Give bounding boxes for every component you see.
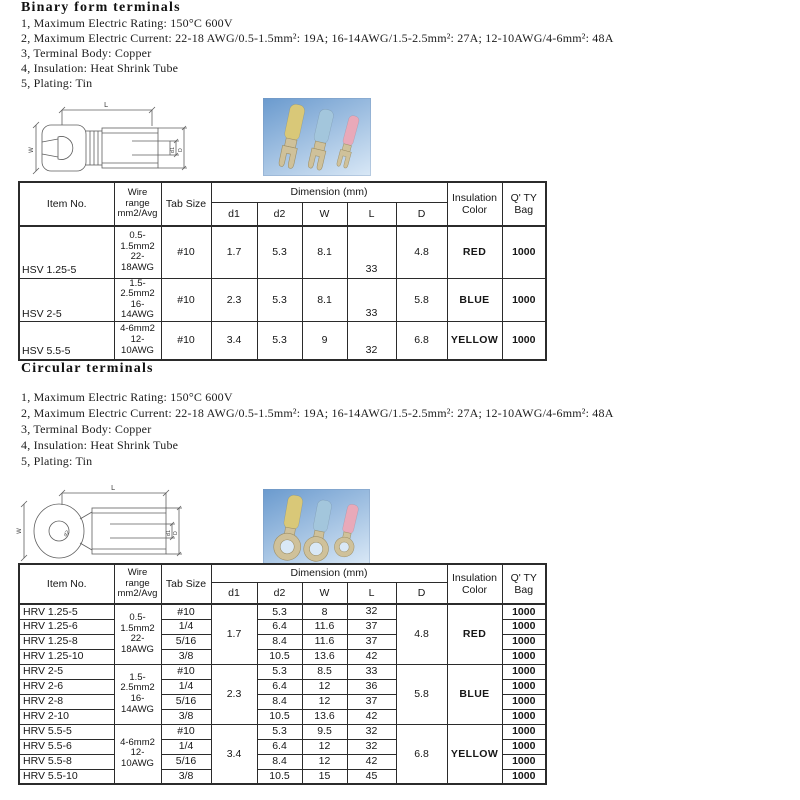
dim-w-cell: 8.1 bbox=[302, 278, 347, 322]
dim-l-cell: 32 bbox=[347, 322, 396, 360]
qty-cell: 1000 bbox=[502, 769, 546, 784]
dim-w-cell: 11.6 bbox=[302, 634, 347, 649]
dim-d2-cell: 5.3 bbox=[257, 322, 302, 360]
dim-d2-cell: 5.3 bbox=[257, 664, 302, 679]
item-no-cell: HRV 5.5-6 bbox=[19, 739, 114, 754]
fork-terminals-photo bbox=[263, 98, 371, 176]
item-no-cell: HRV 5.5-5 bbox=[19, 724, 114, 739]
dim-w-cell: 13.6 bbox=[302, 649, 347, 664]
dim-d1-cell: 3.4 bbox=[211, 322, 257, 360]
svg-text:W: W bbox=[16, 528, 23, 534]
dim-d2-cell: 5.3 bbox=[257, 604, 302, 619]
ring-outline bbox=[34, 504, 92, 558]
item-no-cell: HRV 5.5-8 bbox=[19, 754, 114, 769]
insulation-color-cell: YELLOW bbox=[447, 724, 502, 784]
dim-D-header: D bbox=[396, 582, 447, 604]
insulation-color-header: Insulation Color bbox=[447, 182, 502, 226]
barrel-outline bbox=[102, 128, 170, 168]
item-no-cell: HRV 5.5-10 bbox=[19, 769, 114, 784]
dim-d1-header: d1 bbox=[211, 582, 257, 604]
dim-l-cell: 32 bbox=[347, 739, 396, 754]
item-no-cell: HRV 1.25-5 bbox=[19, 604, 114, 619]
spec-line: 3, Terminal Body: Copper bbox=[21, 422, 152, 436]
qty-cell: 1000 bbox=[502, 739, 546, 754]
dim-d2-cell: 10.5 bbox=[257, 769, 302, 784]
spec-line: 2, Maximum Electric Current: 22-18 AWG/0.5-1.5mm²: 19A; 16-14AWG/1.5-2.5mm²: 27A; 12-10AWG/4-6mm²: 48A bbox=[21, 406, 614, 420]
ring-terminal-blue bbox=[302, 498, 338, 563]
dim-l-cell: 36 bbox=[347, 679, 396, 694]
dim-L-header: L bbox=[347, 202, 396, 226]
dim-l-cell: 42 bbox=[347, 709, 396, 724]
dim-l-cell: 32 bbox=[347, 724, 396, 739]
spec-line: 2, Maximum Electric Current: 22-18 AWG/0.5-1.5mm²: 19A; 16-14AWG/1.5-2.5mm²: 27A; 12-10AWG/4-6mm²: 48A bbox=[21, 31, 614, 45]
dim-w-cell: 12 bbox=[302, 739, 347, 754]
tab-size-cell: #10 bbox=[161, 604, 211, 619]
svg-text:D: D bbox=[173, 531, 179, 535]
item-no-header: Item No. bbox=[19, 182, 114, 226]
wire-range-cell: 1.5- 2.5mm2 16-14AWG bbox=[114, 278, 161, 322]
dim-l-cell: 37 bbox=[347, 694, 396, 709]
item-no-cell: HRV 1.25-8 bbox=[19, 634, 114, 649]
tab-size-cell: 5/16 bbox=[161, 694, 211, 709]
fork-terminal-blue bbox=[307, 108, 335, 171]
dim-d1-cell: 1.7 bbox=[211, 226, 257, 278]
dim-d2-cell: 5.3 bbox=[257, 724, 302, 739]
fork-terminal-drawing bbox=[28, 97, 193, 181]
dim-L-header: L bbox=[347, 582, 396, 604]
dim-d2-cell: 5.3 bbox=[257, 278, 302, 322]
dim-d1-cell: 1.7 bbox=[211, 604, 257, 664]
dim-d2-cell: 5.3 bbox=[257, 226, 302, 278]
dim-d1-cell: 2.3 bbox=[211, 664, 257, 724]
dim-d2-cell: 8.4 bbox=[257, 634, 302, 649]
dim-d2-header: d2 bbox=[257, 582, 302, 604]
dimension-header: Dimension (mm) bbox=[211, 182, 447, 202]
qty-cell: 1000 bbox=[502, 634, 546, 649]
qty-cell: 1000 bbox=[502, 754, 546, 769]
tab-size-cell: 5/16 bbox=[161, 754, 211, 769]
fork-terminals-photo-art bbox=[263, 98, 371, 176]
tab-size-cell: #10 bbox=[161, 226, 211, 278]
dim-w-cell: 15 bbox=[302, 769, 347, 784]
dim-d2-cell: 6.4 bbox=[257, 619, 302, 634]
tab-size-cell: 1/4 bbox=[161, 679, 211, 694]
table-row bbox=[19, 278, 546, 322]
dim-D-cell: 5.8 bbox=[396, 278, 447, 322]
tab-size-cell: 3/8 bbox=[161, 769, 211, 784]
dim-w-cell: 11.6 bbox=[302, 619, 347, 634]
dim-l-cell: 33 bbox=[347, 226, 396, 278]
svg-text:d2: d2 bbox=[62, 529, 72, 539]
tab-size-cell: 1/4 bbox=[161, 739, 211, 754]
fork-outline bbox=[42, 125, 86, 171]
item-no-cell: HRV 2-6 bbox=[19, 679, 114, 694]
spec-line: 4, Insulation: Heat Shrink Tube bbox=[21, 438, 179, 452]
dim-D-cell: 4.8 bbox=[396, 604, 447, 664]
wire-range-cell: 4-6mm2 12- 10AWG bbox=[114, 322, 161, 360]
tab-size-header: Tab Size bbox=[161, 182, 211, 226]
dim-l-cell: 33 bbox=[347, 664, 396, 679]
tab-size-cell: #10 bbox=[161, 278, 211, 322]
dim-d2-cell: 6.4 bbox=[257, 679, 302, 694]
dimension-d1 bbox=[170, 139, 179, 157]
circular-terminals-table bbox=[18, 563, 547, 785]
qty-bag-header: Q' TY Bag bbox=[502, 564, 546, 604]
dim-w-cell: 8.5 bbox=[302, 664, 347, 679]
dim-d1-header: d1 bbox=[211, 202, 257, 226]
dimension-W bbox=[16, 501, 27, 561]
dim-w-cell: 12 bbox=[302, 694, 347, 709]
spec-line: 5, Plating: Tin bbox=[21, 454, 93, 468]
qty-cell: 1000 bbox=[502, 226, 546, 278]
item-no-header: Item No. bbox=[19, 564, 114, 604]
item-no-cell: HRV 1.25-6 bbox=[19, 619, 114, 634]
insulation-color-cell: BLUE bbox=[447, 664, 502, 724]
tab-size-header: Tab Size bbox=[161, 564, 211, 604]
dim-D-header: D bbox=[396, 202, 447, 226]
insulation-color-cell: YELLOW bbox=[447, 322, 502, 360]
wire-range-header: Wire range mm2/Avg bbox=[114, 182, 161, 226]
spec-list-binary bbox=[21, 16, 781, 91]
svg-text:d1: d1 bbox=[166, 529, 172, 537]
tab-size-cell: 3/8 bbox=[161, 649, 211, 664]
item-no-cell: HSV 1.25-5 bbox=[19, 226, 114, 278]
ring-terminals-photo bbox=[263, 489, 370, 564]
dim-W-header: W bbox=[302, 582, 347, 604]
dim-w-cell: 9 bbox=[302, 322, 347, 360]
dim-w-cell: 9.5 bbox=[302, 724, 347, 739]
qty-cell: 1000 bbox=[502, 724, 546, 739]
table-row bbox=[19, 604, 546, 619]
insulation-color-cell: BLUE bbox=[447, 278, 502, 322]
qty-cell: 1000 bbox=[502, 679, 546, 694]
wire-range-header: Wire range mm2/Avg bbox=[114, 564, 161, 604]
qty-cell: 1000 bbox=[502, 664, 546, 679]
spec-line: 5, Plating: Tin bbox=[21, 76, 93, 90]
dim-d1-cell: 2.3 bbox=[211, 278, 257, 322]
spec-line: 3, Terminal Body: Copper bbox=[21, 46, 152, 60]
ring-terminal-pink bbox=[332, 502, 363, 558]
dim-D-cell: 6.8 bbox=[396, 322, 447, 360]
item-no-cell: HSV 2-5 bbox=[19, 278, 114, 322]
insulation-color-cell: RED bbox=[447, 226, 502, 278]
tab-size-cell: 1/4 bbox=[161, 619, 211, 634]
dim-l-cell: 45 bbox=[347, 769, 396, 784]
svg-text:L: L bbox=[104, 101, 108, 109]
dimension-d1 bbox=[166, 522, 175, 540]
qty-bag-header: Q' TY Bag bbox=[502, 182, 546, 226]
qty-cell: 1000 bbox=[502, 649, 546, 664]
tab-size-cell: #10 bbox=[161, 724, 211, 739]
spec-line: 4, Insulation: Heat Shrink Tube bbox=[21, 61, 179, 75]
tab-size-cell: 3/8 bbox=[161, 709, 211, 724]
barrel-outline bbox=[92, 508, 166, 554]
item-no-cell: HRV 2-10 bbox=[19, 709, 114, 724]
dim-D-cell: 4.8 bbox=[396, 226, 447, 278]
qty-cell: 1000 bbox=[502, 619, 546, 634]
table-row bbox=[19, 724, 546, 739]
table-row bbox=[19, 664, 546, 679]
dim-w-cell: 8.1 bbox=[302, 226, 347, 278]
spec-list-circular bbox=[21, 389, 781, 469]
item-no-cell: HRV 2-5 bbox=[19, 664, 114, 679]
dimension-W bbox=[28, 122, 39, 174]
dim-l-cell: 33 bbox=[347, 278, 396, 322]
fork-terminal-yellow bbox=[278, 103, 306, 169]
dim-d1-cell: 3.4 bbox=[211, 724, 257, 784]
svg-text:D: D bbox=[178, 148, 184, 152]
dim-l-cell: 37 bbox=[347, 619, 396, 634]
dim-D-cell: 5.8 bbox=[396, 664, 447, 724]
item-no-cell: HRV 1.25-10 bbox=[19, 649, 114, 664]
dim-w-cell: 12 bbox=[302, 754, 347, 769]
qty-cell: 1000 bbox=[502, 709, 546, 724]
spec-line: 1, Maximum Electric Rating: 150°C 600V bbox=[21, 390, 233, 404]
qty-cell: 1000 bbox=[502, 278, 546, 322]
dimension-header: Dimension (mm) bbox=[211, 564, 447, 582]
binary-form-terminals-spec-table bbox=[18, 181, 547, 361]
svg-text:d1: d1 bbox=[170, 146, 176, 154]
section-heading-binary: Binary form terminals bbox=[21, 0, 181, 15]
dim-d2-cell: 10.5 bbox=[257, 709, 302, 724]
dim-d2-cell: 6.4 bbox=[257, 739, 302, 754]
tab-size-cell: #10 bbox=[161, 322, 211, 360]
tab-size-cell: 5/16 bbox=[161, 634, 211, 649]
dim-w-cell: 8 bbox=[302, 604, 347, 619]
svg-text:W: W bbox=[28, 147, 35, 153]
dim-d2-header: d2 bbox=[257, 202, 302, 226]
insulation-color-cell: RED bbox=[447, 604, 502, 664]
item-no-cell: HSV 5.5-5 bbox=[19, 322, 114, 360]
dim-w-cell: 13.6 bbox=[302, 709, 347, 724]
qty-cell: 1000 bbox=[502, 604, 546, 619]
spec-line: 1, Maximum Electric Rating: 150°C 600V bbox=[21, 16, 233, 30]
dimension-L bbox=[59, 101, 155, 126]
dim-d2-cell: 8.4 bbox=[257, 754, 302, 769]
fork-terminal-pink bbox=[336, 115, 360, 169]
tab-size-cell: #10 bbox=[161, 664, 211, 679]
dim-D-cell: 6.8 bbox=[396, 724, 447, 784]
svg-text:L: L bbox=[111, 484, 115, 492]
section-heading-circular: Circular terminals bbox=[21, 361, 154, 376]
neck-outline bbox=[86, 131, 102, 165]
dimension-L bbox=[59, 484, 169, 508]
circular-terminals-spec-table bbox=[18, 563, 547, 785]
table-row bbox=[19, 226, 546, 278]
qty-cell: 1000 bbox=[502, 694, 546, 709]
dim-l-cell: 42 bbox=[347, 649, 396, 664]
table-row bbox=[19, 322, 546, 360]
ring-terminals-photo-art bbox=[263, 489, 370, 564]
qty-cell: 1000 bbox=[502, 322, 546, 360]
insulation-color-header: Insulation Color bbox=[447, 564, 502, 604]
dim-l-cell: 42 bbox=[347, 754, 396, 769]
dim-l-cell: 37 bbox=[347, 634, 396, 649]
wire-range-cell: 0.5- 1.5mm2 22- 18AWG bbox=[114, 226, 161, 278]
wire-range-cell: 0.5- 1.5mm2 22- 18AWG bbox=[114, 604, 161, 664]
binary-terminals-table bbox=[18, 181, 547, 361]
dim-W-header: W bbox=[302, 202, 347, 226]
dim-w-cell: 12 bbox=[302, 679, 347, 694]
wire-range-cell: 1.5- 2.5mm2 16-14AWG bbox=[114, 664, 161, 724]
dim-d2-cell: 10.5 bbox=[257, 649, 302, 664]
wire-range-cell: 4-6mm2 12- 10AWG bbox=[114, 724, 161, 784]
item-no-cell: HRV 2-8 bbox=[19, 694, 114, 709]
dim-d2-cell: 8.4 bbox=[257, 694, 302, 709]
dim-l-cell: 32 bbox=[347, 604, 396, 619]
ring-terminal-drawing bbox=[12, 482, 187, 566]
